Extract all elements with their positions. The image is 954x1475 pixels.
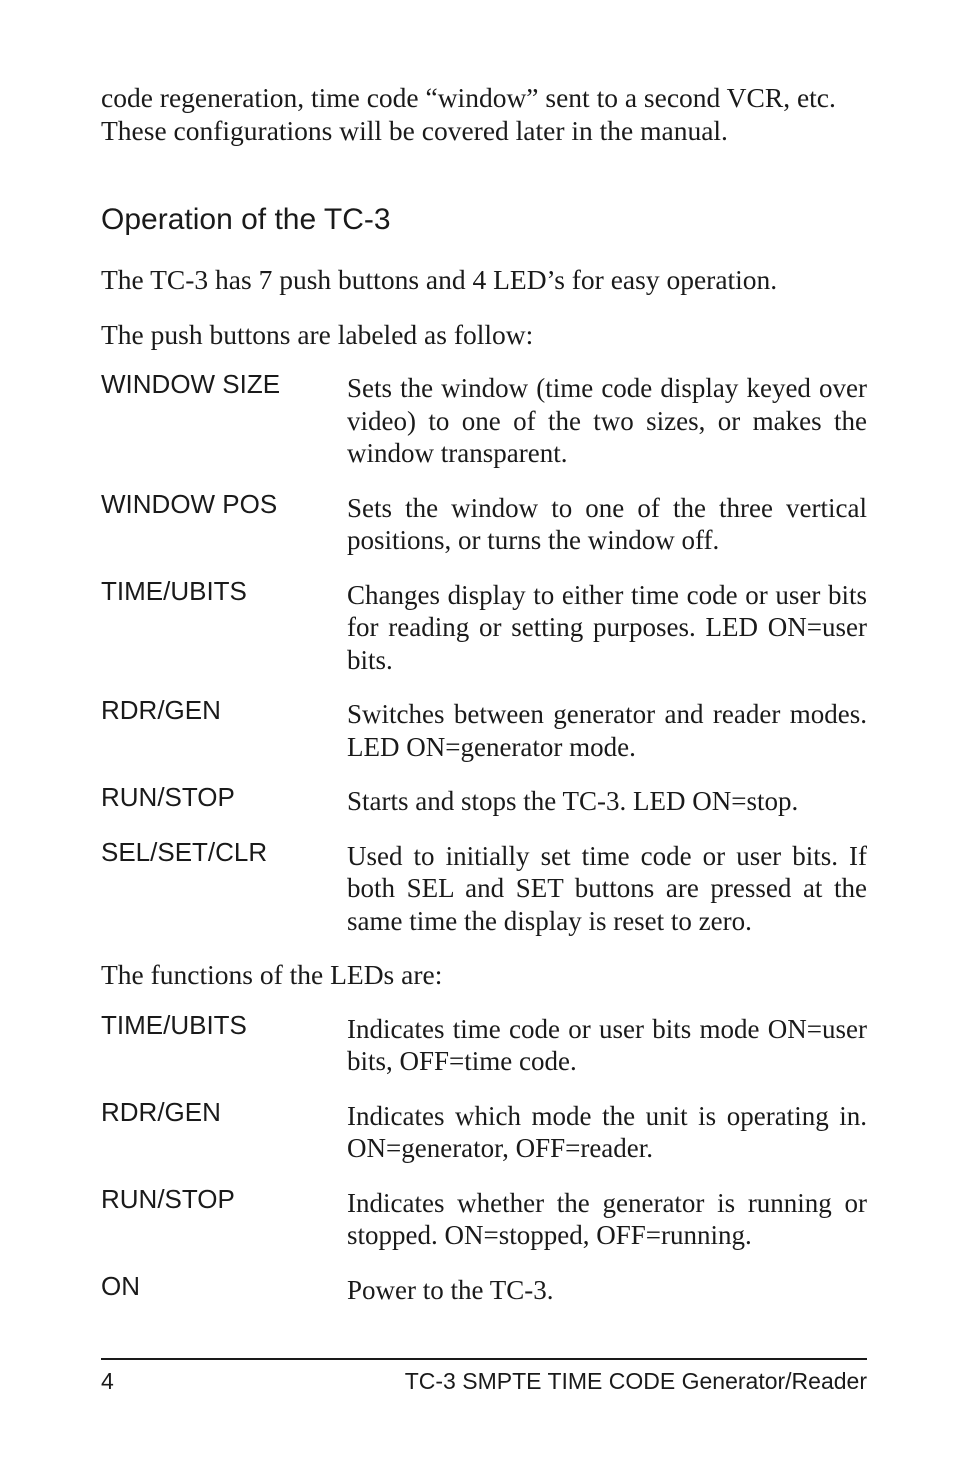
page-content [101,82,867,1306]
button-description: Sets the window (time code display keyed over video) to one of the two sizes, or makes the window transparent. [347,373,867,468]
button-term: WINDOW POS [101,488,278,519]
button-term: RUN/STOP [101,782,235,812]
list-item [101,1009,867,1078]
button-term: WINDOW SIZE [101,369,281,399]
buttons-intro-paragraph: The push buttons are labeled as follow: [101,318,534,350]
button-term: SEL/SET/CLR [101,836,268,867]
footer-title: TC-3 SMPTE TIME CODE Generator/Reader [404,1368,867,1394]
list-item [101,782,867,818]
list-item [101,836,867,938]
list-item [101,695,867,763]
button-description: Changes display to either time code or user bits for reading or setting purposes. LED ON=user bits. [347,579,867,675]
button-description: Sets the window to one of the three vertical positions, or turns the window off. [347,492,867,555]
intro-line-1: code regeneration, time code “window” sent to a second VCR, etc. [101,82,836,113]
led-description: Power to the TC-3. [347,1274,554,1305]
button-description: Used to initially set time code or user bits. If both SEL and SET buttons are pressed at the same time the display is reset to zero. [347,840,867,936]
buttons-count-paragraph: The TC-3 has 7 push buttons and 4 LED’s for easy operation. [101,264,778,295]
page-footer [101,1358,867,1396]
list-item [101,1183,867,1252]
led-term: RDR/GEN [101,1096,221,1127]
led-description: Indicates which mode the unit is operating in. ON=generator, OFF=reader. [347,1100,867,1163]
intro-line-2: These configurations will be covered later in the manual. [101,114,728,146]
button-term: RDR/GEN [101,695,221,725]
led-description: Indicates time code or user bits mode ON=user bits, OFF=time code. [347,1013,867,1076]
list-item [101,369,867,470]
leds-intro-paragraph: The functions of the LEDs are: [101,959,443,990]
led-term: ON [101,1270,140,1301]
section-heading: Operation of the TC-3 [101,203,391,236]
intro-paragraph [101,82,867,147]
list-item [101,488,867,557]
led-term: RUN/STOP [101,1183,235,1214]
button-description: Switches between generator and reader modes. LED ON=generator mode. [347,699,867,762]
led-term: TIME/UBITS [101,1009,247,1040]
led-description: Indicates whether the generator is running or stopped. ON=stopped, OFF=running. [347,1187,867,1250]
push-button-list [101,369,867,937]
list-item [101,1096,867,1165]
button-term: TIME/UBITS [101,575,247,606]
list-item [101,1270,867,1307]
page-number: 4 [101,1368,114,1394]
list-item [101,575,867,677]
led-list [101,1009,867,1307]
button-description: Starts and stops the TC-3. LED ON=stop. [347,786,799,816]
